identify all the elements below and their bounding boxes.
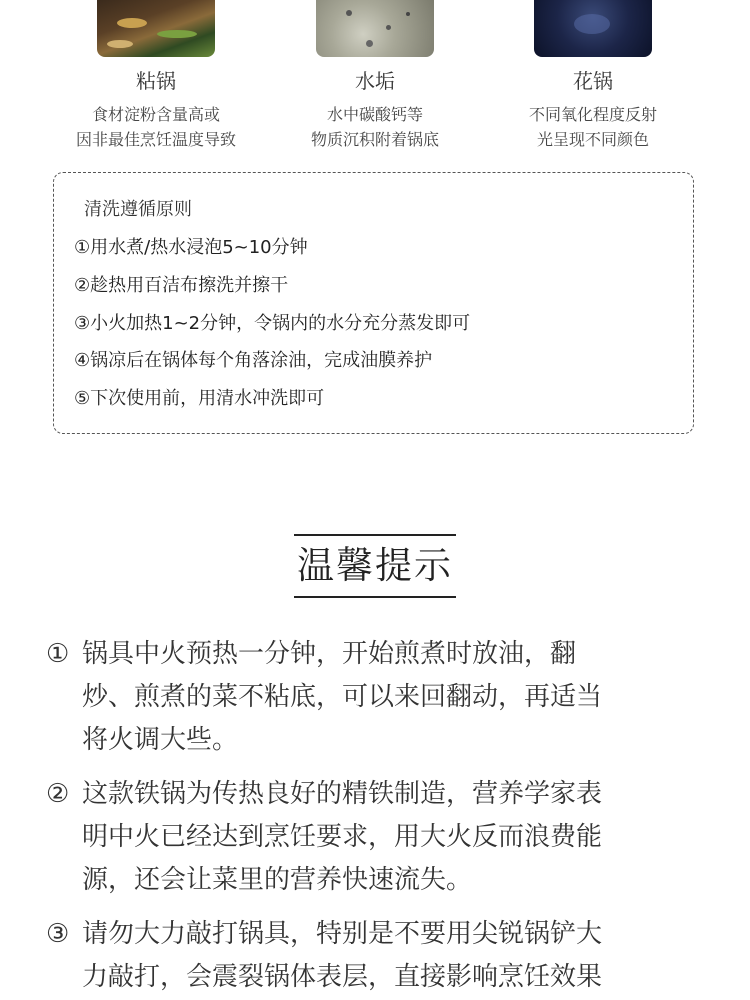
cleaning-steps-box: [53, 172, 694, 434]
discolor-photo: [534, 0, 652, 57]
cleaning-step: ④锅凉后在锅体每个角落涂油，完成油膜养护: [74, 350, 433, 371]
tip-line: 源，还会让菜里的营养快速流失。: [82, 865, 473, 895]
problem-title: 花锅: [573, 69, 613, 93]
tip-item: [46, 633, 696, 762]
problem-desc: [265, 102, 485, 152]
tip-line: 这款铁锅为传热良好的精铁制造，营养学家表: [82, 779, 603, 809]
problem-desc: [483, 102, 703, 152]
cleaning-step: ⑤下次使用前，用清水冲洗即可: [74, 388, 325, 409]
tip-number: ①: [46, 639, 70, 669]
desc-line: 不同氧化程度反射: [528, 105, 657, 124]
tip-body: [82, 913, 696, 999]
cleaning-title: 清洗遵循原则: [84, 199, 192, 220]
tip-line: 将火调大些。: [82, 725, 239, 755]
desc-line: 光呈现不同颜色: [536, 130, 649, 149]
tip-body: [82, 773, 696, 902]
tip-item: [46, 773, 696, 902]
tip-line: 请勿大力敲打锅具，特别是不要用尖锐锅铲大: [82, 919, 603, 949]
scale-photo: [316, 0, 434, 57]
tips-heading: 温馨提示: [294, 534, 456, 598]
desc-line: 食材淀粉含量高或: [91, 105, 220, 124]
cleaning-step: ②趁热用百洁布擦洗并擦干: [74, 275, 289, 296]
sticky-pan-photo: [97, 0, 215, 57]
desc-line: 物质沉积附着锅底: [310, 130, 439, 149]
problem-desc: [46, 102, 266, 152]
problem-title: 粘锅: [136, 69, 176, 93]
tip-body: [82, 633, 696, 762]
tip-line: 锅具中火预热一分钟，开始煎煮时放油，翻: [82, 639, 577, 669]
tip-line: 明中火已经达到烹饪要求，用大火反而浪费能: [82, 822, 603, 852]
tip-number: ②: [46, 779, 70, 809]
tip-number: ③: [46, 919, 70, 949]
tip-line: 力敲打，会震裂锅体表层，直接影响烹饪效果: [82, 962, 603, 992]
desc-line: 因非最佳烹饪温度导致: [75, 130, 236, 149]
problem-title: 水垢: [355, 69, 395, 93]
cleaning-step: ①用水煮/热水浸泡5~10分钟: [74, 237, 308, 258]
tip-line: 炒、煎煮的菜不粘底，可以来回翻动，再适当: [82, 682, 603, 712]
cleaning-step: ③小火加热1~2分钟，令锅内的水分充分蒸发即可: [74, 313, 471, 334]
tip-item: [46, 913, 696, 999]
desc-line: 水中碳酸钙等: [326, 105, 423, 124]
